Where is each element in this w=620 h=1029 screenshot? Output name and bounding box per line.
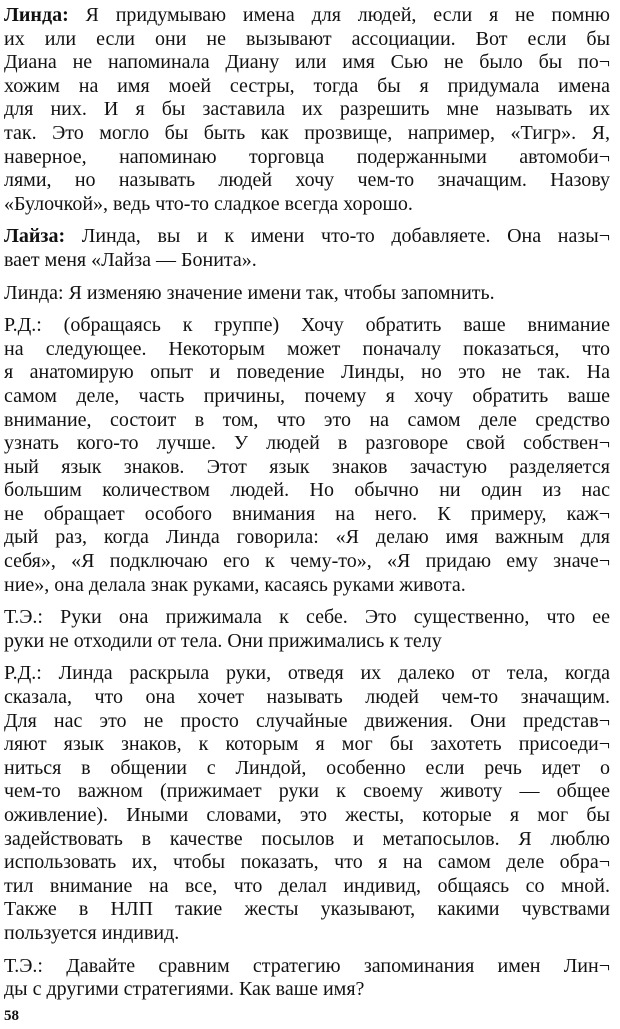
text-line <box>4 733 610 757</box>
line-text: Также в НЛП такие жесты указывают, какими чувствами <box>4 898 610 921</box>
line-text: Р.Д.: Линда раскрыла руки, отведя их далеко от тела, когда <box>4 662 610 685</box>
line-text: «Булочкой», ведь что-то сладкое всегда хорошо. <box>4 192 413 215</box>
line-text: их или если они не вызывают ассоциации. Вот если бы <box>4 27 610 50</box>
page-number: 58 <box>4 1008 19 1024</box>
line-text: задействовать в качестве посылов и метапосылов. Я люблю <box>4 827 610 850</box>
paragraph <box>4 282 610 306</box>
line-text: Р.Д.: (обращаясь к группе) Хочу обратить ваше внимание <box>4 314 610 337</box>
text-line <box>4 146 610 170</box>
paragraph <box>4 955 610 1002</box>
line-text: Для нас это не просто случайные движения. Они представ¬ <box>4 709 610 732</box>
line-text: самом деле, часть причины, почему я хочу обратить ваше <box>4 384 610 407</box>
text-line <box>4 978 610 1002</box>
text-line <box>4 606 610 630</box>
line-text: Диана не напоминала Диану или имя Сью не было бы по¬ <box>4 51 610 74</box>
paragraph <box>4 606 610 653</box>
text-line <box>4 456 610 480</box>
line-text: я анатомирую опыт и поведение Линды, но это не так. На <box>4 361 610 384</box>
text-line <box>4 662 610 686</box>
text-line <box>4 710 610 734</box>
text-line <box>4 479 610 503</box>
line-text: наверное, напоминаю торговца подержанными автомоби¬ <box>4 145 610 168</box>
line-text: тил внимание на все, что делал индивид, общаясь со мной. <box>4 874 610 897</box>
text-line <box>4 550 610 574</box>
line-text: Т.Э.: Давайте сравним стратегию запоминания имен Лин¬ <box>4 954 610 977</box>
line-text: вает меня «Лайза — Бонита». <box>4 248 257 271</box>
paragraph <box>4 662 610 945</box>
text-line <box>4 4 610 28</box>
text-line <box>4 282 610 306</box>
text-line <box>4 503 610 527</box>
text-line <box>4 51 610 75</box>
text-line <box>4 955 610 979</box>
line-text: ляют язык знаков, к которым я мог бы захотеть присоеди¬ <box>4 733 610 756</box>
line-text: на следующее. Некоторым может поначалу показаться, что <box>4 337 610 360</box>
line-text: Я придумываю имена для людей, если я не помню <box>68 4 610 26</box>
text-line <box>4 804 610 828</box>
text-line <box>4 757 610 781</box>
text-line <box>4 28 610 52</box>
line-text: сказала, что она хочет называть людей чем-то значащим. <box>4 686 610 709</box>
line-text: Линда: Я изменяю значение имени так, чтобы запомнить. <box>4 281 495 304</box>
text-line <box>4 875 610 899</box>
text-line <box>4 526 610 550</box>
text-line <box>4 630 610 654</box>
line-text: для них. И я бы заставила их разрешить мне называть их <box>4 98 610 121</box>
text-line <box>4 686 610 710</box>
text-line <box>4 851 610 875</box>
text-line <box>4 780 610 804</box>
line-text: ды с другими стратегиями. Как ваше имя? <box>4 978 365 1001</box>
paragraph <box>4 314 610 597</box>
text-line <box>4 225 610 249</box>
text-line <box>4 314 610 338</box>
line-text: не обращает особого внимания на него. К примеру, каж¬ <box>4 502 610 525</box>
paragraph <box>4 225 610 272</box>
line-text: ный язык знаков. Этот язык знаков зачастую разделяется <box>4 455 610 478</box>
line-text: себя», «Я подключаю его к чему-то», «Я придаю ему значе¬ <box>4 550 610 573</box>
text-line <box>4 898 610 922</box>
text-line <box>4 828 610 852</box>
text-line <box>4 385 610 409</box>
line-text: большим количеством людей. Но обычно ни один из нас <box>4 479 610 502</box>
line-text: дый раз, когда Линда говорила: «Я делаю имя важным для <box>4 526 610 549</box>
line-text: использовать их, чтобы показать, что я на самом деле обра¬ <box>4 851 610 874</box>
line-text: лями, но называть людей хочу чем-то значащим. Назову <box>4 169 610 192</box>
line-text: узнать кого-то лучше. У людей в разговоре свой собствен¬ <box>4 432 610 455</box>
line-text: ниться в общении с Линдой, особенно если речь идет о <box>4 756 610 779</box>
text-line <box>4 122 610 146</box>
text-line <box>4 409 610 433</box>
line-text: оживление). Иными словами, это жесты, которые я мог бы <box>4 804 610 826</box>
speaker-name: Лайза: <box>4 225 66 248</box>
text-line <box>4 432 610 456</box>
line-text: пользуется индивид. <box>4 921 180 944</box>
text-line <box>4 75 610 99</box>
line-text: так. Это могло бы быть как прозвище, например, «Тигр». Я, <box>4 121 610 144</box>
line-text: Линда, вы и к имени что-то добавляете. Она назы¬ <box>65 225 610 248</box>
text-line <box>4 193 610 217</box>
speaker-name: Линда: <box>4 4 69 26</box>
paragraph <box>4 4 610 216</box>
text-line <box>4 169 610 193</box>
text-line <box>4 922 610 946</box>
line-text: ние», она делала знак руками, касаясь руками живота. <box>4 573 466 596</box>
text-line <box>4 361 610 385</box>
line-text: чем-то важном (прижимает руки к своему животу — общее <box>4 780 610 803</box>
text-line <box>4 338 610 362</box>
text-line <box>4 574 610 598</box>
line-text: хожим на имя моей сестры, тогда бы я придумала имена <box>4 74 610 97</box>
line-text: Т.Э.: Руки она прижимала к себе. Это существенно, что ее <box>4 606 610 629</box>
text-line <box>4 249 610 273</box>
line-text: руки не отходили от тела. Они прижимались к телу <box>4 629 442 652</box>
text-body <box>4 4 610 1002</box>
line-text: внимание, состоит в том, что это на самом деле средство <box>4 408 610 431</box>
text-line <box>4 98 610 122</box>
